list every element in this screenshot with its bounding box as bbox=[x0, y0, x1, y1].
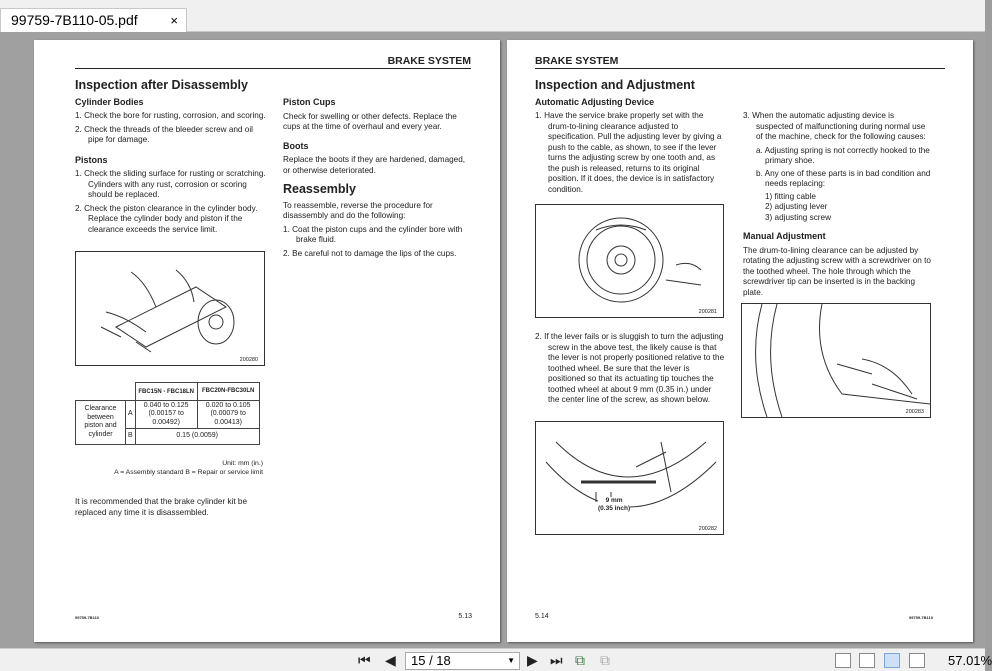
dimension-inch: (0.35 inch) bbox=[598, 505, 631, 512]
single-page-view-icon[interactable] bbox=[835, 653, 851, 668]
section-title: Reassembly bbox=[283, 182, 356, 196]
list-item: b. Any one of these parts is in bad condition and needs replacing: bbox=[756, 168, 931, 188]
list-item: 2. If the lever fails or is sluggish to turn the adjusting screw in the above test, the likely cause is that the lever is not properly positioned relative to the toothed wheel. Be sure that the lever is positioned so that its actuating tip touches the toothed wheel at about 9 mm (0.35 in.) under the center line of the screw, as shown below. bbox=[535, 332, 725, 404]
first-page-icon[interactable]: ⏮ bbox=[358, 652, 371, 668]
page-left bbox=[34, 40, 500, 642]
list-item: a. Adjusting spring is not correctly hooked to the primary shoe. bbox=[756, 145, 930, 165]
dimension-label bbox=[598, 497, 630, 513]
footer-code: 99759-7B110 bbox=[75, 615, 100, 620]
subheading: Piston Cups bbox=[283, 97, 336, 107]
list-item: 2. Be careful not to damage the lips of the cups. bbox=[283, 248, 457, 258]
page-number-input[interactable] bbox=[405, 652, 520, 670]
list-item: 1. Have the service brake properly set with the drum-to-lining clearance adjusted to specification. Pull the adjusting lever by giving a push to the cable, as shown, to see if the lever turns the adjusting screw by one tooth and, as the push is released, returns to its original position. If it does, the device is in satisfactory condition. bbox=[535, 111, 722, 194]
subheading: Automatic Adjusting Device bbox=[535, 96, 655, 107]
part-item: 1) fitting cable bbox=[765, 191, 816, 201]
note-text: It is recommended that the brake cylinder kit be replaced any time it is disassembled. bbox=[75, 497, 248, 517]
section-title: Inspection after Disassembly bbox=[75, 78, 248, 92]
facing-view-icon[interactable] bbox=[884, 653, 900, 668]
paragraph: To reassemble, reverse the procedure for disassembly and do the following: bbox=[283, 200, 433, 220]
item-2 bbox=[535, 332, 725, 409]
continuous-facing-view-icon[interactable] bbox=[909, 653, 925, 668]
brake-drum-illustration bbox=[536, 205, 723, 317]
part-item: 3) adjusting screw bbox=[765, 212, 831, 222]
table-header: FBC15N - FBC18LN bbox=[135, 383, 197, 401]
lever-illustration bbox=[536, 422, 723, 534]
figure-number: 200282 bbox=[698, 526, 717, 532]
right-column bbox=[743, 111, 933, 300]
list-item: 3. When the automatic adjusting device is suspected of malfunctioning during normal use of the machine, check for the following causes: bbox=[743, 111, 926, 141]
subheading: Manual Adjustment bbox=[743, 231, 826, 241]
close-icon[interactable]: × bbox=[170, 13, 178, 28]
list-item: 2. Check the piston clearance in the cylinder body. Replace the cylinder body and piston if the clearance exceeds the service limit. bbox=[75, 203, 258, 234]
document-viewer[interactable] bbox=[0, 32, 985, 648]
legend-note: A = Assembly standard B = Repair or service limit bbox=[114, 469, 263, 476]
table-cell: A bbox=[126, 400, 136, 429]
unit-note: Unit: mm (in.) bbox=[222, 460, 263, 467]
cylinder-illustration bbox=[76, 252, 264, 365]
list-item: 1. Check the bore for rusting, corrosion, and scoring. bbox=[75, 111, 266, 120]
list-item: 2. Check the threads of the bleeder screw and oil pipe for damage. bbox=[75, 124, 253, 144]
screwdriver-illustration bbox=[742, 304, 930, 417]
figure-brake-assembly bbox=[535, 204, 724, 318]
table-cell: 0.040 to 0.125 (0.00157 to 0.00492) bbox=[135, 400, 197, 429]
figure-manual-adjustment bbox=[741, 303, 931, 418]
subheading: Cylinder Bodies bbox=[75, 96, 144, 107]
chevron-down-icon[interactable]: ▼ bbox=[507, 656, 515, 665]
continuous-view-icon[interactable] bbox=[859, 653, 875, 668]
subheading: Pistons bbox=[75, 154, 108, 165]
figure-cylinder bbox=[75, 251, 265, 366]
page-value: 15 / 18 bbox=[411, 653, 451, 668]
next-page-icon[interactable]: ▶ bbox=[527, 652, 538, 668]
zoom-level[interactable]: 57.01% bbox=[948, 653, 992, 668]
tab-title: 99759-7B110-05.pdf bbox=[11, 12, 138, 28]
figure-lever-position bbox=[535, 421, 724, 535]
section-title: Inspection and Adjustment bbox=[535, 78, 695, 92]
table-notes bbox=[75, 459, 263, 477]
last-page-icon[interactable]: ⏭ bbox=[550, 652, 563, 668]
paragraph: The drum-to-lining clearance can be adjusted by rotating the adjusting screw with a screwdriver on to the toothed wheel. The hole through which the screwdriver tip can be inserted is in the backing plate. bbox=[743, 245, 931, 297]
page-number: 5.14 bbox=[535, 613, 549, 620]
figure-number: 200281 bbox=[698, 309, 717, 315]
footer-code: 99759-7B110 bbox=[908, 615, 933, 620]
table-cell: B bbox=[126, 429, 136, 445]
tab-document[interactable] bbox=[0, 8, 187, 33]
figure-number: 200280 bbox=[239, 357, 258, 363]
left-column bbox=[75, 80, 267, 238]
page-right bbox=[507, 40, 973, 642]
part-item: 2) adjusting lever bbox=[765, 202, 828, 211]
page-header: BRAKE SYSTEM bbox=[75, 55, 471, 69]
right-column bbox=[283, 97, 473, 262]
table-header: FBC20N-FBC30LN bbox=[197, 383, 259, 401]
list-item: 1. Check the sliding surface for rusting or scratching. Cylinders with any rust, corrosion or scoring should be replaced. bbox=[75, 169, 266, 199]
subheading: Boots bbox=[283, 140, 309, 151]
figure-number: 200283 bbox=[905, 409, 924, 415]
paragraph: Replace the boots if they are hardened, damaged, or otherwise deteriorated. bbox=[283, 155, 466, 175]
go-back-view-icon[interactable]: ⧉ bbox=[575, 652, 585, 668]
dimension-mm: 9 mm bbox=[605, 497, 623, 504]
table-cell: Clearance between piston and cylinder bbox=[76, 400, 126, 444]
go-forward-view-icon[interactable]: ⧉ bbox=[600, 652, 610, 668]
table-cell: 0.020 to 0.105 (0.00079 to 0.00413) bbox=[197, 400, 259, 429]
tab-bar bbox=[0, 0, 985, 32]
page-header: BRAKE SYSTEM bbox=[535, 55, 945, 69]
paragraph: Check for swelling or other defects. Replace the cups at the time of overhaul and every year. bbox=[283, 111, 457, 131]
previous-page-icon[interactable]: ◀ bbox=[385, 652, 396, 668]
left-column bbox=[535, 80, 725, 198]
bottom-toolbar bbox=[0, 648, 992, 671]
table-cell: 0.15 (0.0059) bbox=[135, 429, 259, 445]
list-item: 1. Coat the piston cups and the cylinder bore with brake fluid. bbox=[283, 224, 463, 244]
page-number: 5.13 bbox=[458, 613, 472, 620]
clearance-table bbox=[75, 382, 260, 445]
